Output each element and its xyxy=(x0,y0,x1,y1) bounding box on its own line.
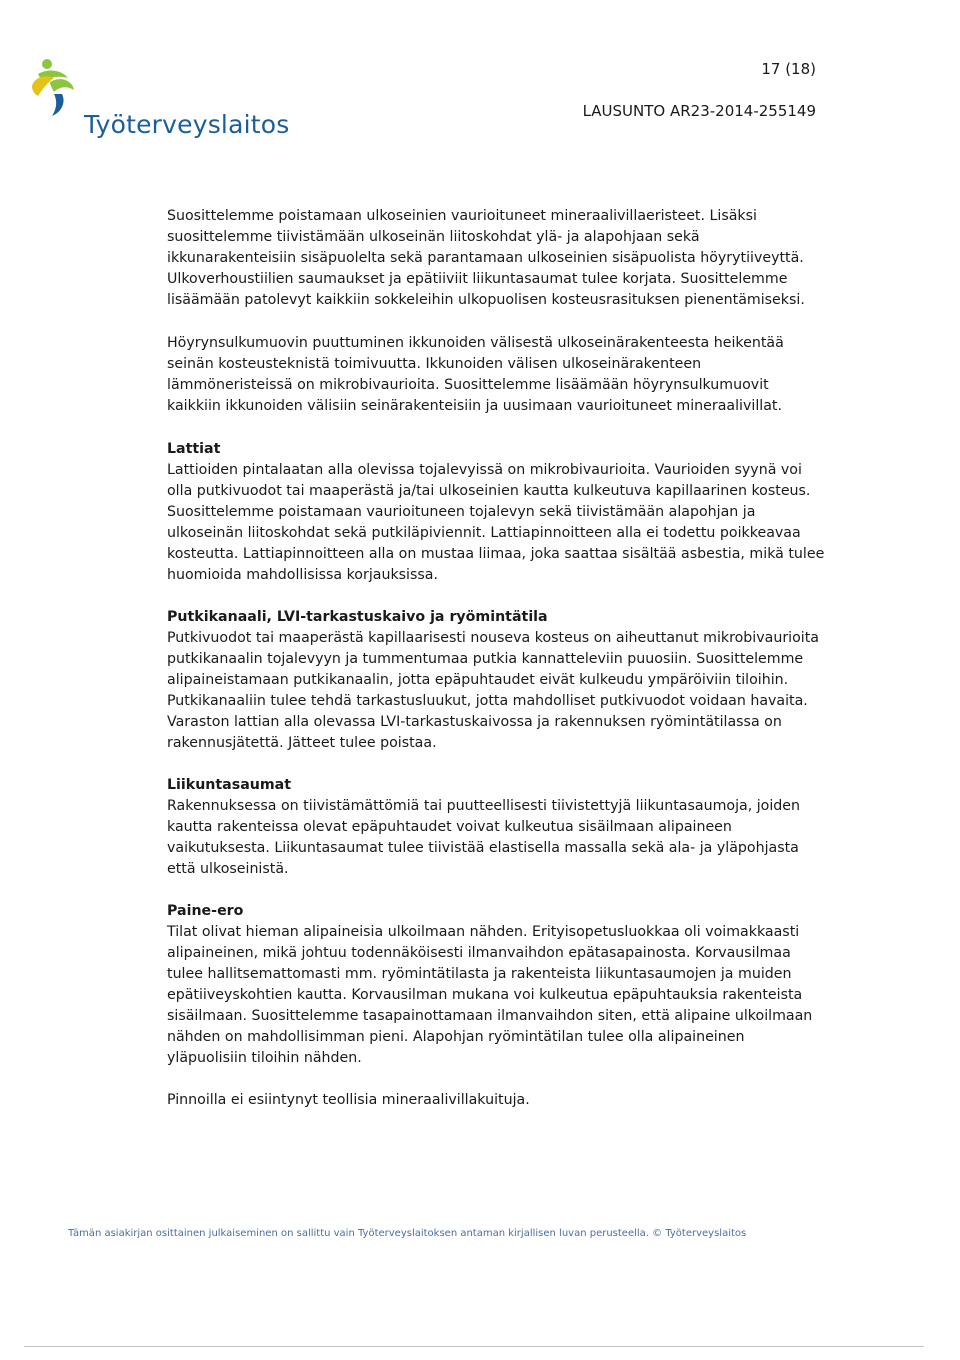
section-text: Lattioiden pintalaatan alla olevissa tojalevyissä on mikrobivaurioita. Vaurioiden syynä voi olla putkivuodot tai maaperästä ja/tai ulkoseinien kautta kulkeutuva kapillaarinen kosteus. Suosittelemme poistamaan vaurioituneen tojalevyn sekä tiivistämään alapohjan ja ulkoseinän liitoskohdat sekä putkiläpiviennit. Lattiapinnoitteen alla ei todettu poikkeavaa kosteutta. Lattiapinnoitteen alla on mustaa liimaa, joka saattaa sisältää asbestia, mikä tulee huomioida mahdollisissa korjauksissa. xyxy=(167,462,825,583)
section-heading: Liikuntasaumat xyxy=(167,777,292,793)
intro-paragraph-1: Suosittelemme poistamaan ulkoseinien vaurioituneet mineraalivillaeristeet. Lisäksi suosittelemme tiivistämään ulkoseinän liitoskohdat ylä- ja alapohjaan sekä ikkunarakenteisiin sisäpuolelta sekä parantamaan ulkoseinien sisäpuolista höyrytiiveyttä. Ulkoverhoustiilien saumaukset ja epätiiviit liikuntasaumat tulee korjata. Suosittelemme lisäämään patolevyt kaikkiin sokkeleihin ulkopuolisen kosteusrasituksen pienentämiseksi. xyxy=(167,208,805,308)
organization-logo xyxy=(28,52,308,152)
page-number: 17 (18) xyxy=(761,60,816,78)
intro-paragraph-2: Höyrynsulkumuovin puuttuminen ikkunoiden välisestä ulkoseinärakenteesta heikentää seinän kosteusteknistä toimivuutta. Ikkunoiden välisen ulkoseinärakenteen lämmöneristeissä on mikrobivaurioita. Suosittelemme lisäämään höyrynsulkumuovit kaikkiin ikkunoiden välisiin seinärakenteisiin ja uusimaan vaurioituneet mineraalivillat. xyxy=(167,335,784,414)
closing-paragraph: Pinnoilla ei esiintynyt teollisia mineraalivillakuituja. xyxy=(167,1092,530,1108)
logo-wordmark: Työterveyslaitos xyxy=(84,110,290,139)
section-heading: Paine-ero xyxy=(167,903,244,919)
document-reference: LAUSUNTO AR23-2014-255149 xyxy=(582,102,816,120)
section-liikuntasaumat xyxy=(167,775,827,880)
document-body xyxy=(167,206,827,1133)
section-text: Putkivuodot tai maaperästä kapillaarisesti nouseva kosteus on aiheuttanut mikrobivaurioita putkikanaalin tojalevyyn ja tummentumaa putkia kannatteleviin puuosiin. Suosittelemme alipaineistamaan putkikanaalin, jotta epäpuhtaudet eivät kulkeudu ympäröiviin tiloihin. Putkikanaaliin tulee tehdä tarkastusluukut, jotta mahdolliset putkivuodot voidaan havaita. Varaston lattian alla olevassa LVI-tarkastuskaivossa ja rakennuksen ryömintätilassa on rakennusjätettä. Jätteet tulee poistaa. xyxy=(167,630,819,751)
section-heading: Lattiat xyxy=(167,441,221,457)
footer-copyright: Tämän asiakirjan osittainen julkaiseminen on sallittu vain Työterveyslaitoksen antaman kirjallisen luvan perusteella. © Työterveyslaitos xyxy=(68,1228,747,1239)
section-putkikanaali xyxy=(167,607,827,754)
section-paine-ero xyxy=(167,901,827,1069)
section-text: Rakennuksessa on tiivistämättömiä tai puutteellisesti tiivistettyjä liikuntasaumoja, joiden kautta rakenteissa olevat epäpuhtaudet voivat kulkeutua sisäilmaan alipaineen vaikutuksesta. Liikuntasaumat tulee tiivistää elastisella massalla sekä ala- ja yläpohjasta että ulkoseinistä. xyxy=(167,798,801,877)
section-text: Tilat olivat hieman alipaineisia ulkoilmaan nähden. Erityisopetusluokkaa oli voimakkaasti alipaineinen, mikä johtuu todennäköisesti ilmanvaihdon epätasapainosta. Korvausilmaa tulee hallitsemattomasti mm. ryömintätilasta ja rakenteista liikuntasaumojen ja muiden epätiiveyskohtien kautta. Korvausilman mukana voi kulkeutua epäpuhtauksia rakenteista sisäilmaan. Suosittelemme tasapainottamaan ilmanvaihdon siten, että alipaine ulkoilmaan nähden on mahdollisimman pieni. Alapohjan ryömintätilan tulee olla alipaineinen yläpuolisiin tiloihin nähden. xyxy=(167,924,813,1066)
section-heading: Putkikanaali, LVI-tarkastuskaivo ja ryömintätila xyxy=(167,609,548,625)
bottom-divider xyxy=(24,1346,924,1347)
section-lattiat xyxy=(167,439,827,586)
